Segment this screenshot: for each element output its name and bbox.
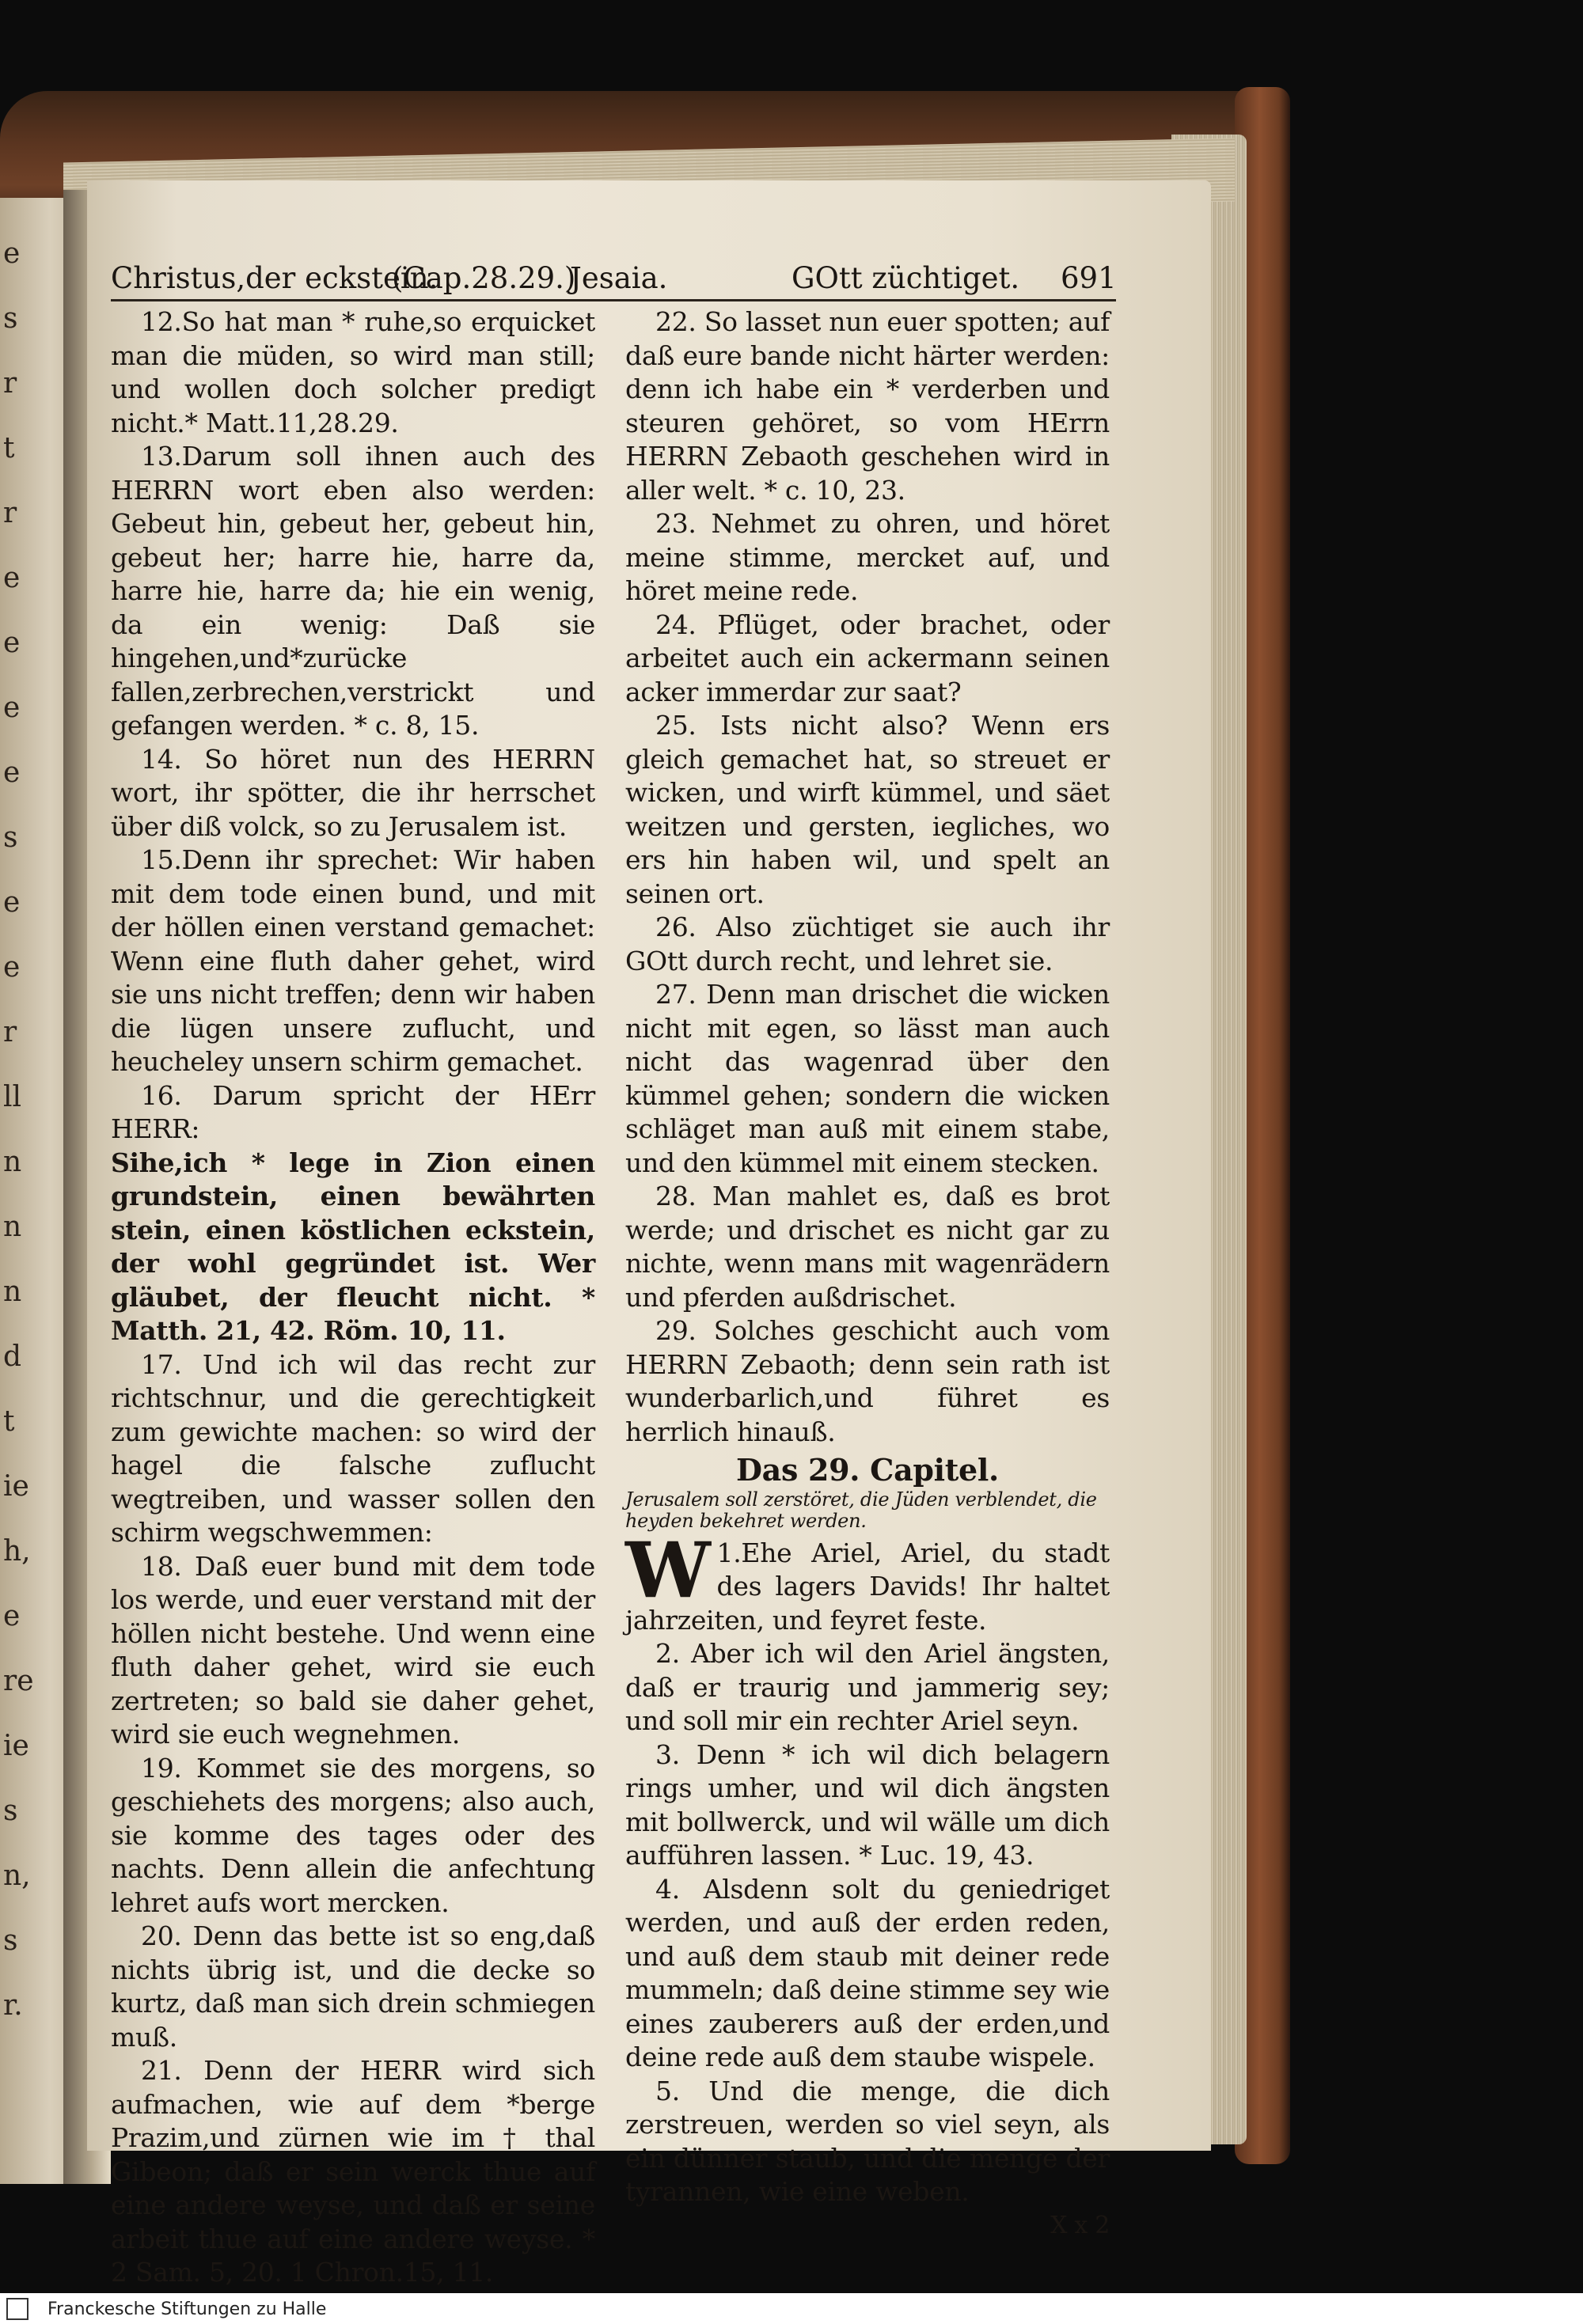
left-page-margin-text (0, 237, 55, 2057)
verse-number: 1. (716, 1537, 742, 1568)
running-header (111, 258, 1116, 301)
signature-mark: X x 2 (1050, 2211, 1110, 2239)
verse-paragraph: 19. Kommet sie des morgens, so geschiehets des morgens; also auch, sie komme des tages oder des nachts. Denn allein die anfechtung lehret aufs wort mercken. (111, 1752, 595, 1918)
margin-fragment: s (3, 821, 18, 854)
verse-paragraph: 26. Also züchtiget sie auch ihr GOtt durch recht, und lehret sie. (625, 912, 1110, 976)
margin-fragment: e (3, 1600, 21, 1632)
margin-fragment: ll (3, 1081, 22, 1113)
verse-paragraph: 18. Daß euer bund mit dem tode los werde, und euer verstand mit der höllen nicht bestehe. Und wenn eine fluth daher gehet, wird sie euch zertreten; so bald sie daher gehet, wird sie euch wegnehmen. (111, 1550, 595, 1750)
chapter-verses (625, 1637, 1110, 2209)
verse-paragraph: 3. Denn * ich wil dich belagern rings umher, und wil dich ängsten mit bollwerck, und wil wälle um dich aufführen lassen. * Luc. 19, 43. (625, 1738, 1110, 1871)
margin-fragment: d (3, 1340, 22, 1373)
chapter-summary: Jerusalem soll zerstöret, die Jüden verblendet, die heyden bekehret werden. (625, 1488, 1097, 1532)
chapter-first-verse (625, 1525, 1110, 1638)
margin-fragment: ie (3, 1730, 29, 1762)
chapter-title: Das 29. Capitel. (735, 1452, 999, 1488)
margin-fragment: n (3, 1211, 22, 1243)
footer-bar (0, 2293, 1583, 2324)
margin-fragment: n (3, 1276, 22, 1308)
verse-paragraph: Sihe,ich * lege in Zion einen grundstein, einen bewährten stein, einen köstlichen eckstein, der wohl gegründet ist. Wer gläubet, der fleucht nicht. * Matth. 21, 42. Röm. 10, 11. (111, 1147, 595, 1346)
verse-paragraph: 14. So höret nun des HERRN wort, ihr spötter, die ihr herrschet über diß volck, so zu Jerusalem ist. (111, 743, 595, 842)
margin-fragment: r (3, 367, 17, 400)
verse-paragraph: 20. Denn das bette ist so eng,daß nichts übrig ist, und die decke so kurtz, daß man sich drein schmiegen muß. (111, 1920, 595, 2053)
margin-fragment: s (3, 1924, 18, 1957)
verse-paragraph: 27. Denn man drischet die wicken nicht mit egen, so lässt man auch nicht das wagenrad über den kümmel gehen; sondern die wicken schläget man auß mit einem stabe, und den kümmel mit einem stecken. (625, 979, 1110, 1178)
institution-logo-icon (6, 2298, 28, 2320)
verse-paragraph: 15.Denn ihr sprechet: Wir haben mit dem tode einen bund, und mit der höllen einen verstand gemachet: Wenn eine fluth daher gehet, wird sie uns nicht treffen; denn wir haben die lügen unsere zuflucht, und heucheley unsern schirm gemachet. (111, 844, 595, 1077)
verse-paragraph: 12.So hat man * ruhe,so erquicket man die müden, so wird man still; und wollen doch solcher predigt nicht.* Matt.11,28.29. (111, 306, 595, 438)
margin-fragment: re (3, 1665, 34, 1697)
first-verse-text: Ehe Ariel, Ariel, du stadt des lagers Davids! Ihr haltet jahrzeiten, und feyret feste. (625, 1537, 1110, 1636)
verse-paragraph: 21. Denn der HERR wird sich aufmachen, wie auf dem *berge Prazim,und zürnen wie im † thal Gibeon; daß er sein werck thue auf eine andere weyse, und daß er seine arbeit thue auf eine andere weyse. * 2 Sam. 5, 20. 1 Chron.15, 11. (111, 2055, 595, 2288)
margin-fragment: s (3, 1795, 18, 1827)
verse-paragraph: 2. Aber ich wil den Ariel ängsten, daß er traurig und jammerig sey; und soll mir ein rechter Ariel seyn. (625, 1638, 1110, 1736)
margin-fragment: n (3, 1146, 22, 1178)
header-topic: GOtt züchtiget. (792, 261, 1020, 295)
margin-fragment: t (3, 1405, 15, 1438)
drop-cap: W (625, 1525, 711, 1615)
left-column (111, 305, 595, 2323)
verse-paragraph: 4. Alsdenn solt du geniedriget werden, und auß der erden reden, und auß dem staub mit deiner rede mummeln; daß deine stimme sey wie eines zauberers auß der erden,und deine rede auß dem staube wispele. (625, 1873, 1110, 2072)
margin-fragment: e (3, 237, 21, 270)
margin-fragment: s (3, 302, 18, 335)
margin-fragment: n, (3, 1860, 31, 1892)
margin-fragment: h, (3, 1535, 31, 1568)
verse-paragraph: 28. Man mahlet es, daß es brot werde; und drischet es nicht gar zu nichte, wenn mans mit wagenrädern und pferden außdrischet. (625, 1181, 1110, 1313)
verse-paragraph: 16. Darum spricht der HErr HERR: (111, 1079, 595, 1144)
right-column (625, 305, 1110, 2242)
margin-fragment: r (3, 1016, 17, 1048)
right-column-verses (625, 305, 1110, 1449)
header-chapter: (Cap.28.29.) (392, 261, 576, 295)
verse-paragraph: 29. Solches geschicht auch vom HERRN Zebaoth; denn sein rath ist wunderbarlich,und führet es herrlich hinauß. (625, 1315, 1110, 1447)
verse-paragraph: 22. So lasset nun euer spotten; auf daß eure bande nicht härter werden: denn ich habe ein * verderben und steuren gehöret, so vom HErrn HERRN Zebaoth geschehen wird in aller welt. * c. 10, 23. (625, 306, 1110, 506)
margin-fragment: e (3, 627, 21, 659)
margin-fragment: e (3, 562, 21, 594)
footer-credit: Franckesche Stiftungen zu Halle (47, 2299, 327, 2319)
margin-fragment: ie (3, 1470, 29, 1503)
margin-fragment: t (3, 432, 15, 464)
margin-fragment: e (3, 756, 21, 789)
verse-paragraph: 24. Pflüget, oder brachet, oder arbeitet auch ein ackermann seinen acker immerdar zur saat? (625, 608, 1110, 707)
verse-paragraph: 23. Nehmet zu ohren, und höret meine stimme, mercket auf, und höret meine rede. (625, 508, 1110, 606)
verse-paragraph: 25. Ists nicht also? Wenn ers gleich gemachet hat, so streuet er wicken, und wirft kümmel, und säet weitzen und gersten, iegliches, wo ers hin haben wil, und spelt an seinen ort. (625, 710, 1110, 909)
verse-paragraph: 5. Und die menge, die dich zerstreuen, werden so viel seyn, als ein dünner staub, und die menge der tyrannen, wie eine weben. (625, 2075, 1110, 2207)
verse-paragraph: 17. Und ich wil das recht zur richtschnur, und die gerechtigkeit zum gewichte machen: so wird der hagel die falsche zuflucht wegtreiben, und wasser sollen den schirm wegschwemmen: (111, 1348, 595, 1548)
margin-fragment: e (3, 692, 21, 724)
header-left: Christus,der eckstein. (111, 261, 438, 295)
book-page (87, 180, 1211, 2288)
margin-fragment: e (3, 886, 21, 919)
header-book: Jesaia. (570, 261, 668, 295)
margin-fragment: r. (3, 1989, 23, 2022)
verse-paragraph: 13.Darum soll ihnen auch des HERRN wort eben also werden: Gebeut hin, gebeut her, gebeut hin, gebeut her; harre hie, harre da, harre hie, harre da; hie ein wenig, da ein wenig: Daß sie hingehen,und*zurücke fallen,zerbrechen,verstrickt und gefangen werden. * c. 8, 15. (111, 441, 595, 741)
margin-fragment: r (3, 497, 17, 529)
page-number: 691 (1061, 261, 1117, 295)
margin-fragment: e (3, 951, 21, 984)
